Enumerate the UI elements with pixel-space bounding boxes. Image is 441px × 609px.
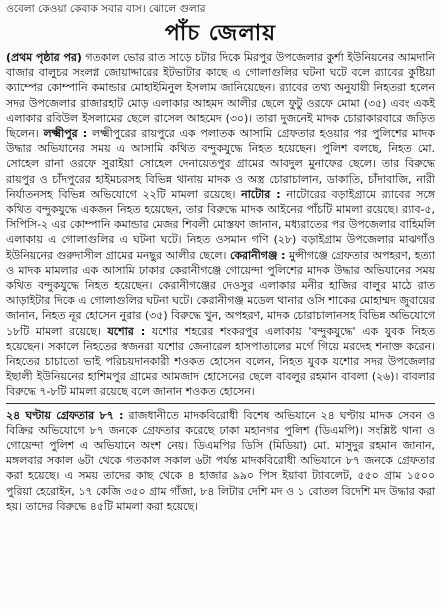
jump-line-label: (প্রথম পৃষ্ঠার পর) [6, 51, 82, 64]
keraniganj-report-text: মুন্সীগঞ্জে গ্রেফতার অপহরণ, হত্যা ও মাদক মামলার এক আসামি ঢাকার কেরানীগঞ্জে গোয়েন্দা পুলিশের মাদক উদ্ধার অভিযানের সময় কথিত বন্দুকযুদ্ধে নিহত হয়েছেন। কেরানীগঞ্জের দেওসুর এলাকার মনীর হাজির বালুর মাঠে রাত আড়াইটার দিকে এ গোলাগুলির ঘটনা ঘটে। কেরানীগঞ্জ মডেল থানার ওসি শাকের মোহাম্মদ জুবায়ের জানান, নিহত নূর হোসেন নুরার (৩৫) বিরুদ্ধে খুন, অপহরণ, মাদক চোরাচালানসহ বিভিন্ন অভিযোগে ১৮টি মামলা রয়েছে। [6, 248, 435, 338]
previous-article-tail: ওবেলা কেওয়া কেবাক সবার বাস। ঝোলে গুলার [6, 3, 206, 15]
article-paragraph [6, 408, 435, 514]
dateline-keraniganj: কেরানীগঞ্জ : [230, 248, 286, 262]
dateline-natore: নাটোর : [241, 187, 281, 201]
lakshmipur-report-text: লক্ষ্মীপুরের রায়পুরে এক পলাতক আসামি গ্রেফতার হওয়ার পর পুলিশের মাদক উদ্ধার অভিযানের সময় এ আসামি কথিত বন্দুকযুদ্ধে নিহত হয়েছেন। পুলিশ বলছে, নিহত মো. সোহেল রানা ওরফে সুরাইয়া সোহেল দেনায়েতপুর গ্রামের আবদুল মুনাফের ছেলে। তার বিরুদ্ধে রায়পুর ও চাঁদপুরের হাইমচরসহ বিভিন্ন থানায় মাদক ও অস্ত্র চোরাচালান, ডাকাতি, চাঁদাবাজি, নারী নির্যাতনসহ বিভিন্ন অভিযোগে ২২টি মামলা রয়েছে। [6, 127, 435, 201]
arrests-report-text: রাজধানীতে মাদকবিরোধী বিশেষ অভিযানে ২৪ ঘণ্টায় মাদক সেবন ও বিক্রির অভিযোগে ৮৭ জনকে গ্রেফতার করেছে ঢাকা মহানগর পুলিশ (ডিএমপি)। সংশ্লিষ্ট থানা ও গোয়েন্দা পুলিশ এ অভিযানে অংশ নেয়। ডিএমপির ডিসি (মিডিয়া) মো. মাসুদুর রহমান জানান, মঙ্গলবার সকাল ৬টা থেকে গতকাল সকাল ৬টা পর্যন্ত মাদকবিরোধী অভিযানে ৮৭ জনকে গ্রেফতার করা হয়েছে। এ সময় তাদের কাছ থেকে ৪ হাজার ৯৯০ পিস ইয়াবা ট্যাবলেট, ৫৫০ গ্রাম ১৫০০ পুরিয়া হেরোইন, ১৭ কেজি ৩৫০ গ্রাম গাঁজা, ৮৪ লিটার দেশি মদ ও ১ বোতল বিদেশি মদ উদ্ধার করা হয়। তাদের বিরুদ্ধে ৪৫টি মামলা করা হয়েছে। [6, 408, 435, 513]
article-paragraph [6, 50, 435, 400]
jessore-report-text: যশোর শহরের শংকরপুর এলাকায় 'বন্দুকযুদ্ধে' এক যুবক নিহত হয়েছেন। সকালে নিহতের স্বজনরা যশোর জেনারেল হাসপাতালের মর্গে গিয়ে মরদেহ শনাক্ত করেন। নিহতের চাচাতো ভাই পরিচয়দানকারী শওকত হোসেন বলেন, নিহত যুবক যশোর সদর উপজেলার ইছালী ইউনিয়নের হাশিমপুর গ্রামের আমজাদ হোসেনের ছেলে বাবলুর রহমান বাবলা (২৬)। বাবলার বিরুদ্ধে ৭-৮টি মামলা রয়েছে বলে জানান শওকত হোসেন। [6, 324, 436, 399]
natore-report-text: নাটোরের বড়াইগ্রামে র‍্যাবের সঙ্গে কথিত বন্দুকযুদ্ধে একজন নিহত হয়েছেন, তার বিরুদ্ধে মাদক আইনের পাঁচটি মামলা রয়েছে। র‍্যাব-৫, সিপিসি-২ এর কোম্পানি কমান্ডার মেজর শিবলী মোস্তফা জানান, মধ্যরাতের পর উপজেলার বাহিমলি এলাকায় এ গোলাগুলির এ ঘটনা ঘটে। নিহত ওসমান গণি (২৮) বড়াইগ্রাম উপজেলার মাঝগাঁও ইউনিয়নের গুরুদাসীল গ্রামের মনছুর আলীর ছেলে। [6, 187, 435, 262]
article-body [0, 48, 441, 400]
dateline-lakshmipur: লক্ষ্মীপুর : [43, 127, 88, 141]
article-headline: পাঁচ জেলায় [164, 20, 277, 46]
arrests-subheading: ২৪ ঘণ্টায় গ্রেফতার ৮৭ : [6, 408, 124, 422]
section-divider [6, 403, 435, 404]
dateline-jessore: যশোর : [107, 324, 146, 338]
kushtia-report-text: গতকাল ভোর রাত সাড়ে চটার দিকে মিরপুর উপজেলার কুর্শা ইউনিয়নের আমদানি বাজার বালুচর সংলগ্ন জোয়াদ্দারের ইটভাটার কাছে এ গোলাগুলির ঘটনা ঘটে বলে র‍্যাবের কুষ্টিয়া ক্যাম্পের কোম্পানি কমান্ডার মোহাইমিনুল ইসলাম জানিয়েছেন। র‍্যাবের তথ্য অনুযায়ী নিহতরা হলেন সদর উপজেলার রাজারহাট মোড় এলাকার আহমদ আলীর ছেলে ফুটু ওরফে মোমা (৩৫) এবং একই এলাকার রবিউল ইসলামের ছেলে রাসেল আহমেদ (৩০)। তারা দুজনেই মাদক চোরাকারবারে জড়িত ছিলেন। [6, 51, 435, 141]
arrests-section [0, 406, 441, 514]
